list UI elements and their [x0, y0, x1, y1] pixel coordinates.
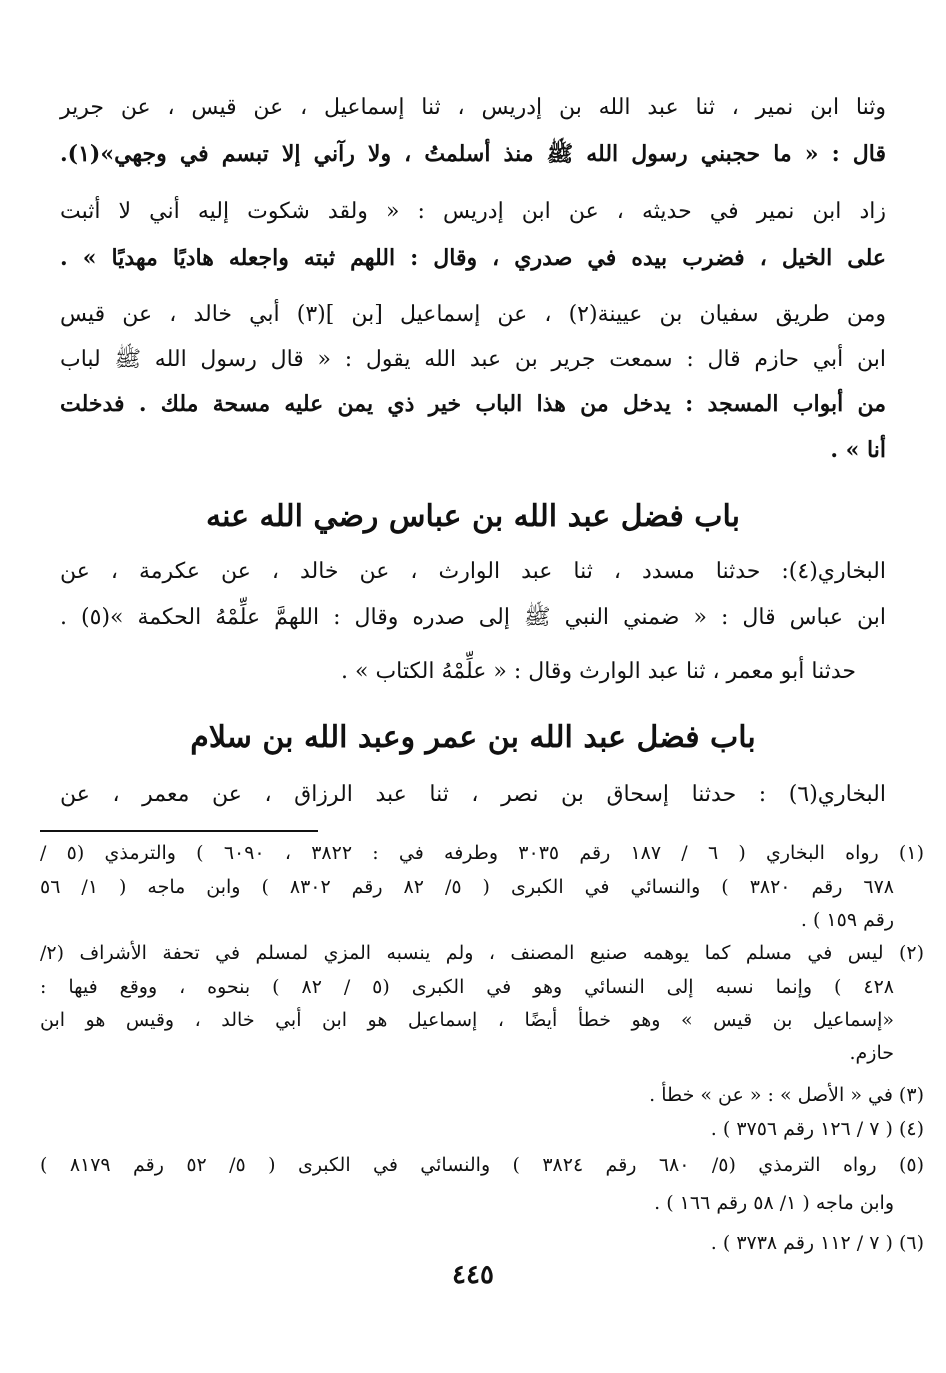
section1-line-1: البخاري(٤): حدثنا مسدد ، ثنا عبد الوارث ، عن خالد ، عن عكرمة ، عن — [60, 559, 886, 584]
footnote-line-5: ٤٢٨ ) وإنما نسبه إلى النسائي وهو في الكبرى (٥ / ٨٢ ) بنحوه ، ووقع فيها : — [40, 976, 894, 998]
footnote-line-1: (١) رواه البخاري ( ٦ / ١٨٧ رقم ٣٠٣٥ وطرفه في : ٣٨٢٢ ، ٦٠٩٠ ) والترمذي (٥ / — [40, 842, 924, 864]
body-line-7: من أبواب المسجد : يدخل من هذا الباب خير ذي يمن عليه مسحة ملك . فدخلت — [60, 391, 886, 417]
footnote-line-12: (٦) ( ٧ / ١١٢ رقم ٣٧٣٨ ) . — [710, 1232, 924, 1254]
footnote-line-4: (٢) ليس في مسلم كما يوهمه صنيع المصنف ، ولم ينسبه المزي لمسلم في تحفة الأشراف (٢/ — [40, 942, 924, 964]
footnote-line-8: (٣) في « الأصل » : « عن » خطأ . — [649, 1084, 924, 1106]
footnote-line-2: ٦٧٨ رقم ٣٨٢٠ ) والنسائي في الكبرى ( ٥/ ٨٢ رقم ٨٣٠٢ ) وابن ماجه ( ١/ ٥٦ — [40, 876, 894, 898]
body-line-5: ومن طريق سفيان بن عيينة(٢) ، عن إسماعيل [بن ](٣) أبي خالد ، عن قيس — [60, 302, 886, 327]
body-line-6: ابن أبي حازم قال : سمعت جرير بن عبد الله يقول : « قال رسول الله ﷺ لباب — [60, 347, 886, 372]
footnote-line-3: رقم ١٥٩ ) . — [800, 909, 894, 931]
body-line-2: قال : « ما حجبني رسول الله ﷺ منذ أسلمتُ ، ولا رآني إلا تبسم في وجهي»(١). — [60, 141, 886, 167]
section-heading-ibn-abbas: باب فضل عبد الله بن عباس رضي الله عنه — [206, 499, 740, 534]
page-number: ٤٤٥ — [452, 1260, 494, 1290]
body-line-4: على الخيل ، فضرب بيده في صدري ، وقال : اللهم ثبته واجعله هاديًا مهديًا » . — [60, 245, 886, 271]
body-line-3: زاد ابن نمير في حديثه ، عن ابن إدريس : « ولقد شكوت إليه أني لا أثبت — [60, 199, 886, 224]
footnote-line-11: وابن ماجه ( ١/ ٥٨ رقم ١٦٦ ) . — [654, 1192, 894, 1214]
footnote-line-6: «إسماعيل بن قيس » وهو خطأ أيضًا ، إسماعيل هو ابن أبي خالد ، وقيس هو ابن — [40, 1009, 894, 1031]
footnote-line-10: (٥) رواه الترمذي (٥/ ٦٨٠ رقم ٣٨٢٤ ) والنسائي في الكبرى ( ٥/ ٥٢ رقم ٨١٧٩ ) — [40, 1154, 925, 1176]
body-line-1: وثنا ابن نمير ، ثنا عبد الله بن إدريس ، ثنا إسماعيل ، عن قيس ، عن جرير — [60, 95, 886, 120]
section2-line-1: البخاري(٦) : حدثنا إسحاق بن نصر ، ثنا عبد الرزاق ، عن معمر ، عن — [60, 782, 886, 807]
footnote-line-7: حازم. — [849, 1042, 894, 1064]
section1-line-2: ابن عباس قال : « ضمني النبي ﷺ إلى صدره وقال : اللهمَّ علِّمْهُ الحكمة »(٥) . — [60, 605, 886, 630]
footnote-separator — [40, 830, 318, 832]
body-line-8: أنا » . — [830, 437, 886, 463]
footnote-line-9: (٤) ( ٧ / ١٢٦ رقم ٣٧٥٦ ) . — [710, 1118, 924, 1140]
section1-line-3: حدثنا أبو معمر ، ثنا عبد الوارث وقال : « علِّمْهُ الكتاب » . — [341, 659, 856, 684]
section-heading-ibn-umar: باب فضل عبد الله بن عمر وعبد الله بن سلام — [190, 720, 756, 755]
